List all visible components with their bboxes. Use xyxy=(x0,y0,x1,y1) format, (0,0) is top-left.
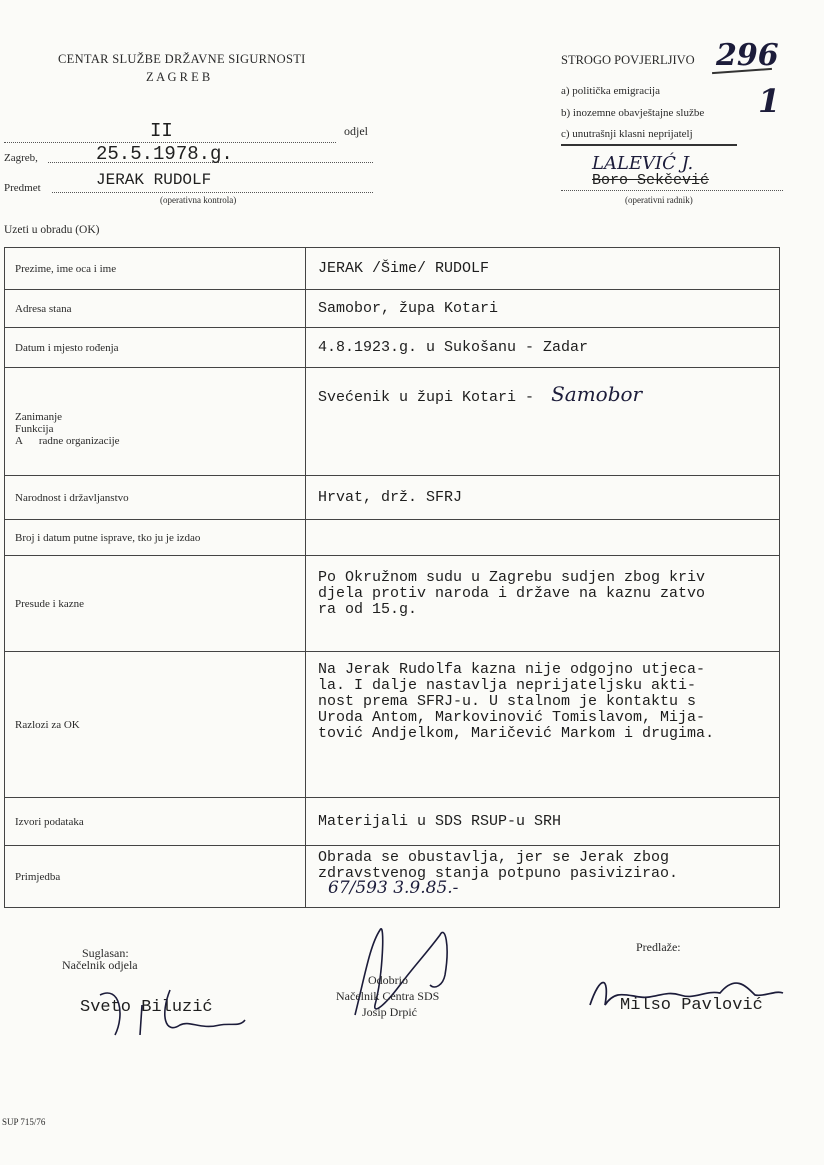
row-label: Primjedba xyxy=(5,846,306,908)
row-label: Adresa stana xyxy=(5,290,306,328)
proposes-label: Predlaže: xyxy=(636,940,681,954)
handwritten-number: 296 xyxy=(716,38,779,73)
row-value xyxy=(306,846,780,908)
remark-text: Obrada se obustavlja, jer se Jerak zbog zdravstvenog stanja potpuno pasivizirao. xyxy=(318,849,679,882)
table-row xyxy=(5,556,780,652)
dossier-table xyxy=(4,247,780,908)
org-city: Z A G R E B xyxy=(146,70,211,84)
row-value: Hrvat, drž. SFRJ xyxy=(306,476,780,520)
row-label xyxy=(5,368,306,476)
row-label: Narodnost i državljanstvo xyxy=(5,476,306,520)
row-label: Datum i mjesto rođenja xyxy=(5,328,306,368)
table-row xyxy=(5,476,780,520)
taken-into-processing: Uzeti u obradu (OK) xyxy=(4,224,100,236)
row-value xyxy=(306,556,780,652)
approved-label: Odobrio xyxy=(368,973,408,987)
remark-handwritten: 67/593 3.9.85.- xyxy=(328,878,459,898)
subject-line xyxy=(52,191,373,193)
label-organization: A radne organizacije xyxy=(15,435,120,447)
table-row xyxy=(5,368,780,476)
table-row xyxy=(5,328,780,368)
agree-label: Suglasan: xyxy=(82,946,129,960)
officer-line xyxy=(561,190,783,191)
officer-handwritten: LALEVIĆ J. xyxy=(592,153,694,174)
officer-typed: Boro Sekčević xyxy=(592,172,710,189)
subject-label: Predmet xyxy=(4,182,41,194)
row-label: Razlozi za OK xyxy=(5,652,306,798)
option-foreign: b) inozemne obavještajne službe xyxy=(561,107,705,119)
table-row xyxy=(5,290,780,328)
row-value: 4.8.1923.g. u Sukošanu - Zadar xyxy=(306,328,780,368)
approved-title: Načelnik Centra SDS xyxy=(336,989,440,1003)
table-row xyxy=(5,652,780,798)
occupation-handwritten: Samobor xyxy=(551,382,643,406)
table-row xyxy=(5,520,780,556)
table-row xyxy=(5,248,780,290)
table-row xyxy=(5,846,780,908)
signature-right xyxy=(585,965,785,1020)
row-label: Presude i kazne xyxy=(5,556,306,652)
label-occupation: Zanimanje xyxy=(15,411,63,423)
signature-left xyxy=(80,975,250,1055)
row-value: JERAK /Šime/ RUDOLF xyxy=(306,248,780,290)
sentence-text: Po Okružnom sudu u Zagrebu sudjen zbog kriv djela protiv naroda i države na kaznu zatvo ra od 15.g. xyxy=(318,570,706,618)
table-row xyxy=(5,798,780,846)
row-value xyxy=(306,368,780,476)
date-value: 25.5.1978.g. xyxy=(96,143,233,165)
department-label: odjel xyxy=(344,124,368,138)
reasons-text: Na Jerak Rudolfa kazna nije odgojno utjeca- la. I dalje nastavlja neprijateljsku akti- nost prema SFRJ-u. U stalnom je kontaktu s Uroda Antom, Markovinović Tomislavom, Mija- tović Andjelkom, Maričević Markom i drugima. xyxy=(318,662,715,742)
proposes-name: Milso Pavlović xyxy=(620,996,763,1015)
row-label: Prezime, ime oca i ime xyxy=(5,248,306,290)
row-value: Samobor, župa Kotari xyxy=(306,290,780,328)
subject-value: JERAK RUDOLF xyxy=(96,171,212,189)
option-internal: c) unutrašnji klasni neprijatelj xyxy=(561,128,693,140)
department-line xyxy=(4,120,336,143)
department-value: II xyxy=(150,120,173,142)
agree-name: Sveto Biluzić xyxy=(80,998,213,1017)
row-label: Izvori podataka xyxy=(5,798,306,846)
date-label: Zagreb, xyxy=(4,152,38,164)
label-function: Funkcija xyxy=(15,423,54,435)
officer-caption: (operativni radnik) xyxy=(625,195,693,205)
subject-caption: (operativna kontrola) xyxy=(160,195,237,205)
classification: STROGO POVJERLJIVO xyxy=(561,53,695,67)
agree-title: Načelnik odjela xyxy=(62,958,138,972)
org-name: CENTAR SLUŽBE DRŽAVNE SIGURNOSTI xyxy=(58,52,306,66)
approved-name: Josip Drpić xyxy=(362,1005,417,1019)
form-code: SUP 715/76 xyxy=(2,1117,46,1127)
handwritten-option-mark: 1 xyxy=(758,82,781,120)
options-rule xyxy=(561,144,737,146)
row-label: Broj i datum putne isprave, tko ju je izdao xyxy=(5,520,306,556)
row-value xyxy=(306,520,780,556)
option-political: a) politička emigracija xyxy=(561,85,660,97)
occupation-value: Svećenik u župi Kotari - xyxy=(318,389,535,406)
row-value: Materijali u SDS RSUP-u SRH xyxy=(306,798,780,846)
row-value xyxy=(306,652,780,798)
